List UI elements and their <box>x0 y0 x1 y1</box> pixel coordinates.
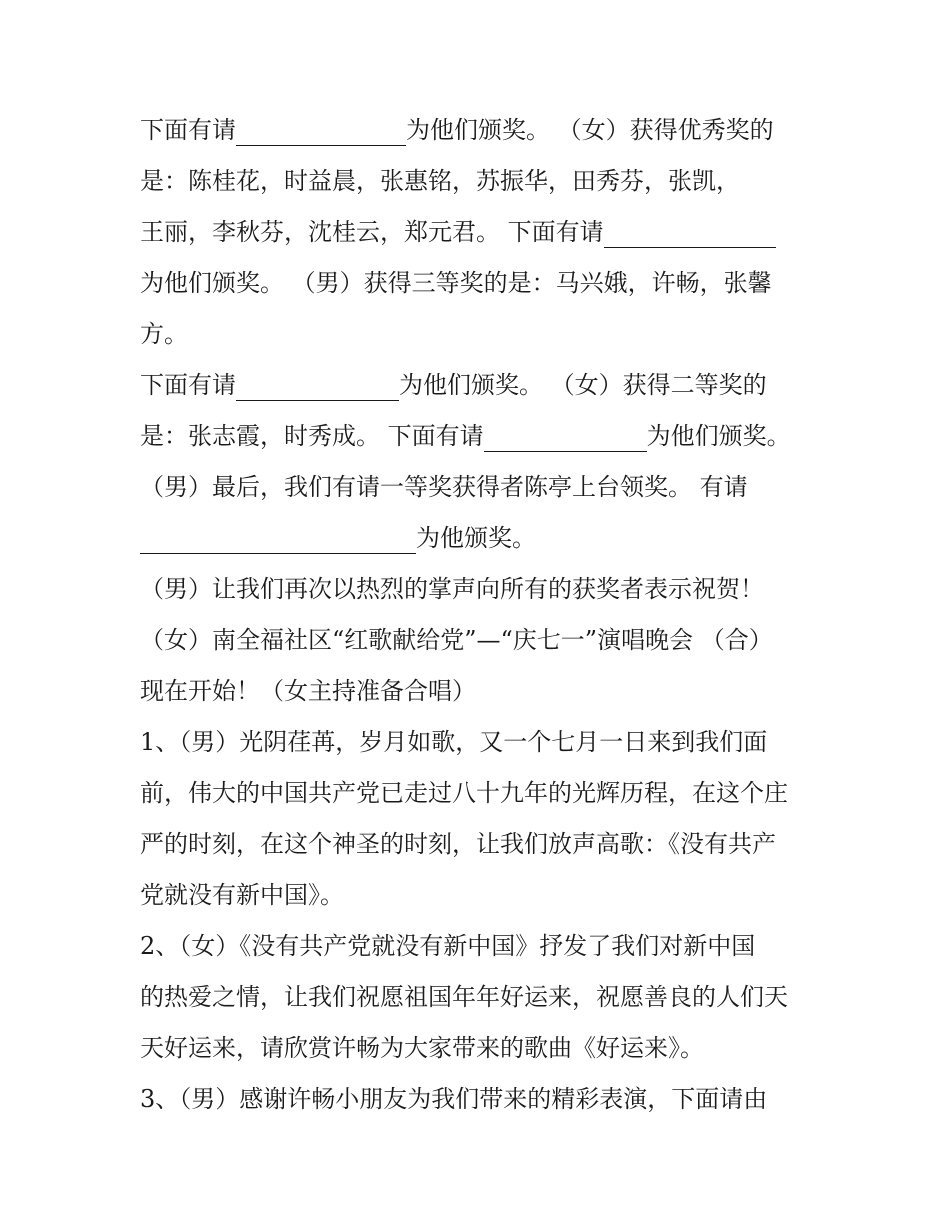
text-line <box>140 462 820 513</box>
text-line <box>140 564 820 615</box>
fill-in-blank <box>236 370 399 401</box>
text-segment: 为他们颁奖。 （女）获得优秀奖的 <box>406 116 774 144</box>
text-line <box>140 1023 820 1074</box>
text-line <box>140 615 820 666</box>
fill-in-blank <box>140 523 416 554</box>
text-line <box>140 1074 820 1125</box>
text-segment: 天好运来，请欣赏许畅为大家带来的歌曲《好运来》。 <box>140 1034 704 1062</box>
text-line <box>140 105 820 156</box>
text-line <box>140 411 820 462</box>
text-line <box>140 717 820 768</box>
text-segment: 是：张志霞，时秀成。 下面有请 <box>140 422 484 450</box>
text-line <box>140 156 820 207</box>
text-segment: （女）南全福社区“红歌献给党”—“庆七一”演唱晚会 （合） <box>140 626 773 654</box>
text-line <box>140 819 820 870</box>
fill-in-blank <box>604 217 776 248</box>
text-segment: （男）最后，我们有请一等奖获得者陈亭上台领奖。 有请 <box>140 473 748 501</box>
text-line <box>140 666 820 717</box>
text-segment: 为他们颁奖。 <box>646 422 791 450</box>
text-segment: 的热爱之情，让我们祝愿祖国年年好运来，祝愿善良的人们天 <box>140 983 788 1011</box>
text-segment: 下面有请 <box>140 371 236 399</box>
text-segment: 是：陈桂花，时益晨，张惠铭，苏振华，田秀芬，张凯， <box>140 167 740 195</box>
text-segment: 为他们颁奖。 （男）获得三等奖的是：马兴娥，许畅，张馨 <box>140 269 772 297</box>
text-line <box>140 513 820 564</box>
text-segment: 王丽，李秋芬，沈桂云，郑元君。 下面有请 <box>140 218 604 246</box>
text-segment: 3、（男）感谢许畅小朋友为我们带来的精彩表演，下面请由 <box>140 1085 768 1113</box>
text-segment: （男）让我们再次以热烈的掌声向所有的获奖者表示祝贺！ <box>140 575 764 603</box>
text-segment: 下面有请 <box>140 116 236 144</box>
text-line <box>140 921 820 972</box>
text-line <box>140 870 820 921</box>
text-segment: 1、（男）光阴荏苒，岁月如歌，又一个七月一日来到我们面 <box>140 728 768 756</box>
text-line <box>140 360 820 411</box>
text-segment: 方。 <box>140 320 188 348</box>
text-segment: 为他们颁奖。 （女）获得二等奖的 <box>399 371 767 399</box>
fill-in-blank <box>484 421 647 452</box>
text-segment: 为他颁奖。 <box>416 524 536 552</box>
text-line <box>140 309 820 360</box>
text-line <box>140 972 820 1023</box>
document-body <box>140 105 820 1125</box>
text-segment: 2、（女）《没有共产党就没有新中国》抒发了我们对新中国 <box>140 932 756 960</box>
text-segment: 严的时刻，在这个神圣的时刻，让我们放声高歌：《没有共产 <box>140 830 776 858</box>
text-segment: 党就没有新中国》。 <box>140 881 344 909</box>
text-line <box>140 258 820 309</box>
text-line <box>140 768 820 819</box>
text-line <box>140 207 820 258</box>
fill-in-blank <box>236 115 406 146</box>
text-segment: 现在开始！（女主持准备合唱） <box>140 677 476 705</box>
text-segment: 前，伟大的中国共产党已走过八十九年的光辉历程，在这个庄 <box>140 779 788 807</box>
